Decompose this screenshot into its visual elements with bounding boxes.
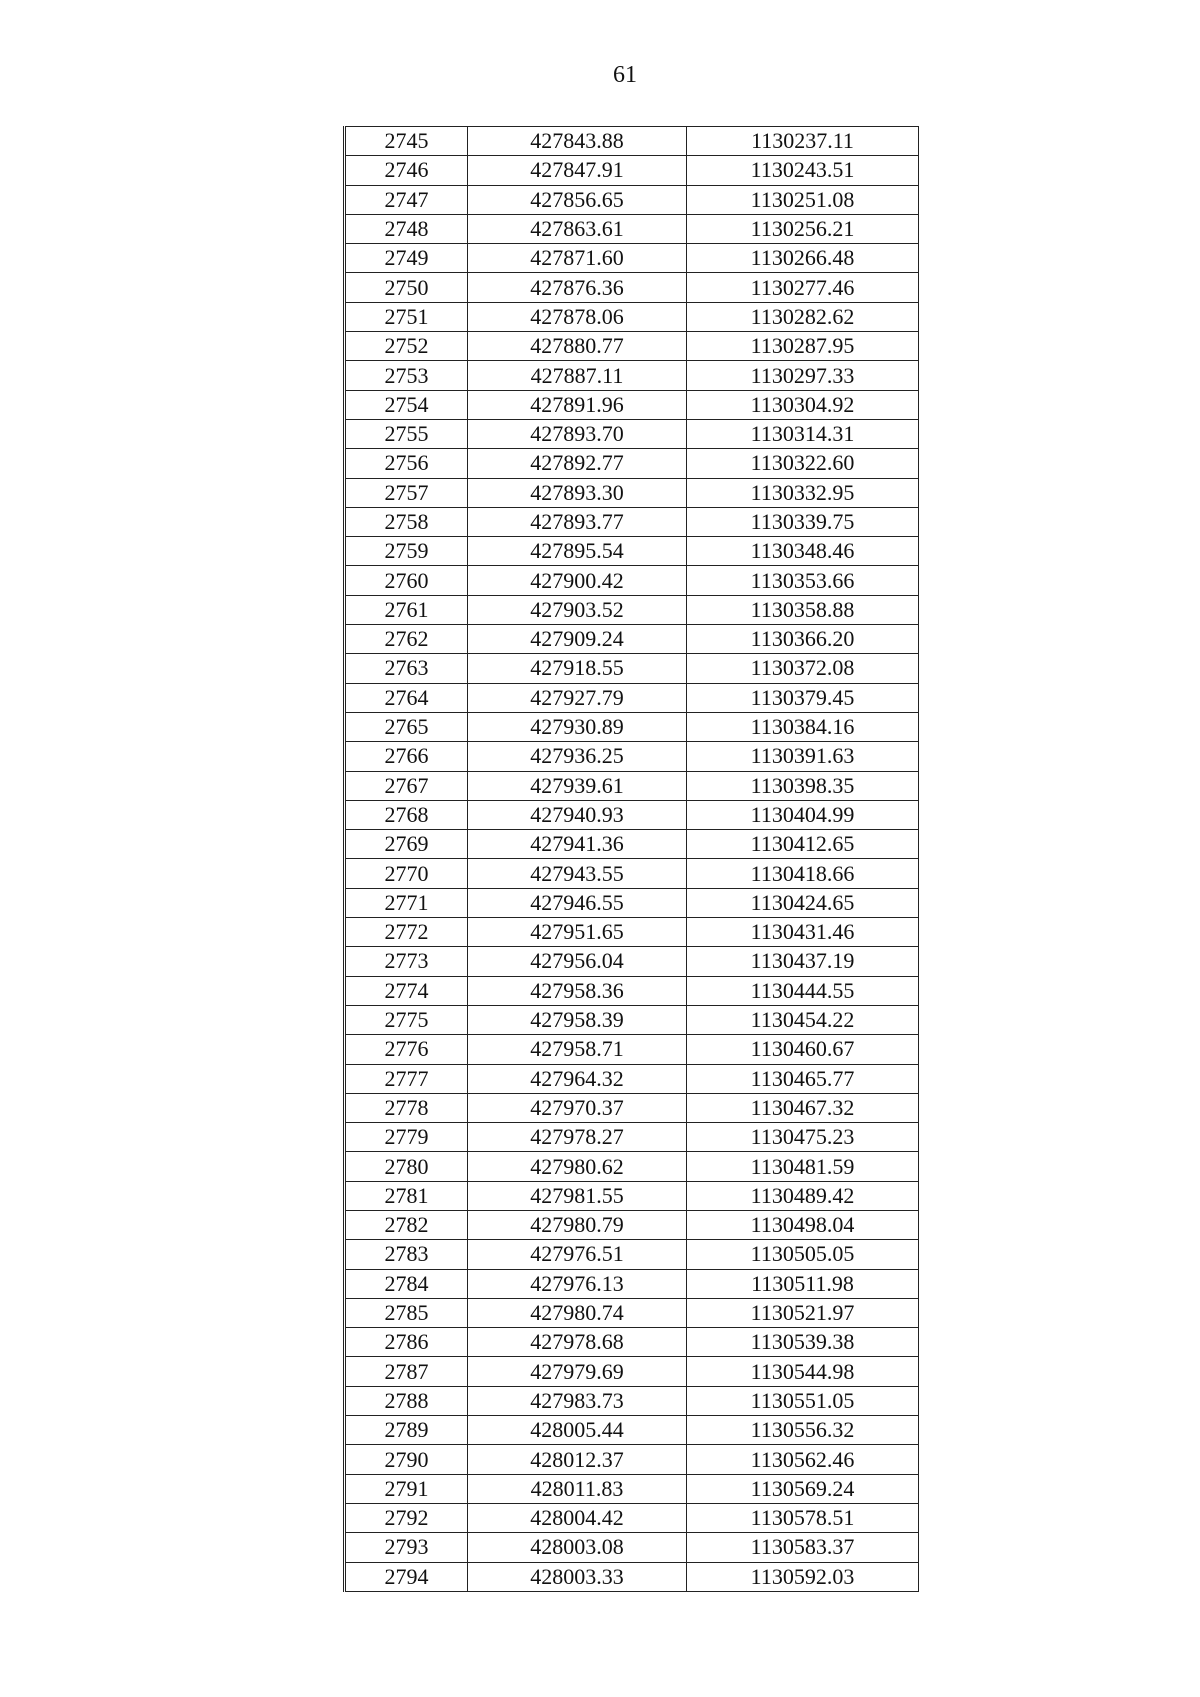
y-coordinate-cell: 1130304.92	[687, 390, 919, 419]
point-number-cell: 2750	[345, 273, 468, 302]
y-coordinate-cell: 1130372.08	[687, 654, 919, 683]
table-row	[345, 1328, 919, 1357]
point-number-cell: 2794	[345, 1562, 468, 1591]
table-row	[345, 273, 919, 302]
y-coordinate-cell: 1130266.48	[687, 244, 919, 273]
y-coordinate-cell: 1130454.22	[687, 1005, 919, 1034]
x-coordinate-cell: 427927.79	[468, 683, 687, 712]
y-coordinate-cell: 1130444.55	[687, 976, 919, 1005]
point-number-cell: 2747	[345, 185, 468, 214]
point-number-cell: 2776	[345, 1035, 468, 1064]
y-coordinate-cell: 1130437.19	[687, 947, 919, 976]
x-coordinate-cell: 427863.61	[468, 214, 687, 243]
x-coordinate-cell: 427943.55	[468, 859, 687, 888]
point-number-cell: 2782	[345, 1210, 468, 1239]
x-coordinate-cell: 427936.25	[468, 742, 687, 771]
table-row	[345, 1562, 919, 1591]
table-row	[345, 712, 919, 741]
x-coordinate-cell: 427909.24	[468, 625, 687, 654]
point-number-cell: 2771	[345, 888, 468, 917]
point-number-cell: 2777	[345, 1064, 468, 1093]
point-number-cell: 2746	[345, 156, 468, 185]
table-row	[345, 947, 919, 976]
y-coordinate-cell: 1130551.05	[687, 1386, 919, 1415]
table-row	[345, 185, 919, 214]
point-number-cell: 2755	[345, 419, 468, 448]
x-coordinate-cell: 427978.27	[468, 1123, 687, 1152]
table-row	[345, 537, 919, 566]
y-coordinate-cell: 1130339.75	[687, 507, 919, 536]
point-number-cell: 2775	[345, 1005, 468, 1034]
x-coordinate-cell: 427939.61	[468, 771, 687, 800]
point-number-cell: 2749	[345, 244, 468, 273]
y-coordinate-cell: 1130489.42	[687, 1181, 919, 1210]
x-coordinate-cell: 427856.65	[468, 185, 687, 214]
y-coordinate-cell: 1130332.95	[687, 478, 919, 507]
x-coordinate-cell: 427956.04	[468, 947, 687, 976]
x-coordinate-cell: 427887.11	[468, 361, 687, 390]
table-row	[345, 214, 919, 243]
y-coordinate-cell: 1130521.97	[687, 1298, 919, 1327]
point-number-cell: 2779	[345, 1123, 468, 1152]
point-number-cell: 2762	[345, 625, 468, 654]
y-coordinate-cell: 1130562.46	[687, 1445, 919, 1474]
x-coordinate-cell: 427958.36	[468, 976, 687, 1005]
table-row	[345, 1357, 919, 1386]
x-coordinate-cell: 428011.83	[468, 1474, 687, 1503]
table-row	[345, 1181, 919, 1210]
y-coordinate-cell: 1130412.65	[687, 830, 919, 859]
x-coordinate-cell: 427903.52	[468, 595, 687, 624]
y-coordinate-cell: 1130556.32	[687, 1416, 919, 1445]
table-row	[345, 1005, 919, 1034]
table-row	[345, 771, 919, 800]
point-number-cell: 2778	[345, 1093, 468, 1122]
y-coordinate-cell: 1130569.24	[687, 1474, 919, 1503]
point-number-cell: 2767	[345, 771, 468, 800]
table-row	[345, 683, 919, 712]
x-coordinate-cell: 427930.89	[468, 712, 687, 741]
x-coordinate-cell: 427893.77	[468, 507, 687, 536]
point-number-cell: 2792	[345, 1503, 468, 1532]
y-coordinate-cell: 1130251.08	[687, 185, 919, 214]
y-coordinate-cell: 1130322.60	[687, 449, 919, 478]
y-coordinate-cell: 1130348.46	[687, 537, 919, 566]
point-number-cell: 2784	[345, 1269, 468, 1298]
x-coordinate-cell: 427980.62	[468, 1152, 687, 1181]
x-coordinate-cell: 427876.36	[468, 273, 687, 302]
point-number-cell: 2774	[345, 976, 468, 1005]
table-row	[345, 1123, 919, 1152]
table-row	[345, 1533, 919, 1562]
point-number-cell: 2765	[345, 712, 468, 741]
table-row	[345, 302, 919, 331]
y-coordinate-cell: 1130539.38	[687, 1328, 919, 1357]
x-coordinate-cell: 427892.77	[468, 449, 687, 478]
table-row	[345, 1210, 919, 1239]
table-row	[345, 1386, 919, 1415]
y-coordinate-cell: 1130287.95	[687, 332, 919, 361]
table-row	[345, 654, 919, 683]
y-coordinate-cell: 1130282.62	[687, 302, 919, 331]
point-number-cell: 2753	[345, 361, 468, 390]
table-row	[345, 1503, 919, 1532]
table-row	[345, 859, 919, 888]
point-number-cell: 2745	[345, 127, 468, 156]
table-row	[345, 127, 919, 156]
table-row	[345, 976, 919, 1005]
table-row	[345, 244, 919, 273]
table-row	[345, 332, 919, 361]
point-number-cell: 2761	[345, 595, 468, 624]
point-number-cell: 2756	[345, 449, 468, 478]
x-coordinate-cell: 427964.32	[468, 1064, 687, 1093]
x-coordinate-cell: 427878.06	[468, 302, 687, 331]
point-number-cell: 2764	[345, 683, 468, 712]
point-number-cell: 2766	[345, 742, 468, 771]
y-coordinate-cell: 1130404.99	[687, 800, 919, 829]
x-coordinate-cell: 427981.55	[468, 1181, 687, 1210]
y-coordinate-cell: 1130353.66	[687, 566, 919, 595]
y-coordinate-cell: 1130256.21	[687, 214, 919, 243]
y-coordinate-cell: 1130505.05	[687, 1240, 919, 1269]
point-number-cell: 2772	[345, 918, 468, 947]
point-number-cell: 2759	[345, 537, 468, 566]
y-coordinate-cell: 1130366.20	[687, 625, 919, 654]
table-row	[345, 566, 919, 595]
point-number-cell: 2760	[345, 566, 468, 595]
point-number-cell: 2783	[345, 1240, 468, 1269]
point-number-cell: 2770	[345, 859, 468, 888]
x-coordinate-cell: 427895.54	[468, 537, 687, 566]
x-coordinate-cell: 427893.30	[468, 478, 687, 507]
y-coordinate-cell: 1130297.33	[687, 361, 919, 390]
point-number-cell: 2788	[345, 1386, 468, 1415]
x-coordinate-cell: 427847.91	[468, 156, 687, 185]
y-coordinate-cell: 1130583.37	[687, 1533, 919, 1562]
x-coordinate-cell: 428012.37	[468, 1445, 687, 1474]
x-coordinate-cell: 427871.60	[468, 244, 687, 273]
point-number-cell: 2768	[345, 800, 468, 829]
y-coordinate-cell: 1130431.46	[687, 918, 919, 947]
table-row	[345, 1416, 919, 1445]
x-coordinate-cell: 427880.77	[468, 332, 687, 361]
y-coordinate-cell: 1130498.04	[687, 1210, 919, 1239]
point-number-cell: 2787	[345, 1357, 468, 1386]
y-coordinate-cell: 1130418.66	[687, 859, 919, 888]
x-coordinate-cell: 427970.37	[468, 1093, 687, 1122]
table-row	[345, 1152, 919, 1181]
table-row	[345, 830, 919, 859]
x-coordinate-cell: 427983.73	[468, 1386, 687, 1415]
point-number-cell: 2786	[345, 1328, 468, 1357]
x-coordinate-cell: 428004.42	[468, 1503, 687, 1532]
table-row	[345, 419, 919, 448]
table-row	[345, 1445, 919, 1474]
coordinates-table-body	[345, 127, 919, 1592]
point-number-cell: 2773	[345, 947, 468, 976]
x-coordinate-cell: 427980.79	[468, 1210, 687, 1239]
table-row	[345, 478, 919, 507]
y-coordinate-cell: 1130578.51	[687, 1503, 919, 1532]
y-coordinate-cell: 1130465.77	[687, 1064, 919, 1093]
y-coordinate-cell: 1130237.11	[687, 127, 919, 156]
y-coordinate-cell: 1130424.65	[687, 888, 919, 917]
table-row	[345, 800, 919, 829]
x-coordinate-cell: 427918.55	[468, 654, 687, 683]
y-coordinate-cell: 1130314.31	[687, 419, 919, 448]
table-row	[345, 1474, 919, 1503]
x-coordinate-cell: 427978.68	[468, 1328, 687, 1357]
point-number-cell: 2769	[345, 830, 468, 859]
table-row	[345, 361, 919, 390]
point-number-cell: 2791	[345, 1474, 468, 1503]
table-row	[345, 1093, 919, 1122]
y-coordinate-cell: 1130384.16	[687, 712, 919, 741]
x-coordinate-cell: 428003.08	[468, 1533, 687, 1562]
y-coordinate-cell: 1130544.98	[687, 1357, 919, 1386]
x-coordinate-cell: 427843.88	[468, 127, 687, 156]
x-coordinate-cell: 427893.70	[468, 419, 687, 448]
y-coordinate-cell: 1130379.45	[687, 683, 919, 712]
table-row	[345, 1035, 919, 1064]
x-coordinate-cell: 427979.69	[468, 1357, 687, 1386]
table-row	[345, 888, 919, 917]
x-coordinate-cell: 427946.55	[468, 888, 687, 917]
x-coordinate-cell: 427900.42	[468, 566, 687, 595]
table-row	[345, 1269, 919, 1298]
x-coordinate-cell: 428005.44	[468, 1416, 687, 1445]
coordinates-table	[343, 126, 919, 1592]
table-row	[345, 625, 919, 654]
table-row	[345, 1298, 919, 1327]
point-number-cell: 2785	[345, 1298, 468, 1327]
table-row	[345, 390, 919, 419]
table-row	[345, 1240, 919, 1269]
x-coordinate-cell: 427940.93	[468, 800, 687, 829]
table-row	[345, 595, 919, 624]
y-coordinate-cell: 1130358.88	[687, 595, 919, 624]
y-coordinate-cell: 1130511.98	[687, 1269, 919, 1298]
point-number-cell: 2748	[345, 214, 468, 243]
y-coordinate-cell: 1130467.32	[687, 1093, 919, 1122]
x-coordinate-cell: 427976.13	[468, 1269, 687, 1298]
point-number-cell: 2757	[345, 478, 468, 507]
x-coordinate-cell: 427958.39	[468, 1005, 687, 1034]
table-row	[345, 156, 919, 185]
point-number-cell: 2789	[345, 1416, 468, 1445]
y-coordinate-cell: 1130391.63	[687, 742, 919, 771]
point-number-cell: 2780	[345, 1152, 468, 1181]
point-number-cell: 2790	[345, 1445, 468, 1474]
point-number-cell: 2793	[345, 1533, 468, 1562]
point-number-cell: 2754	[345, 390, 468, 419]
y-coordinate-cell: 1130592.03	[687, 1562, 919, 1591]
point-number-cell: 2781	[345, 1181, 468, 1210]
table-row	[345, 449, 919, 478]
x-coordinate-cell: 427958.71	[468, 1035, 687, 1064]
point-number-cell: 2758	[345, 507, 468, 536]
y-coordinate-cell: 1130481.59	[687, 1152, 919, 1181]
x-coordinate-cell: 427941.36	[468, 830, 687, 859]
x-coordinate-cell: 427980.74	[468, 1298, 687, 1327]
point-number-cell: 2751	[345, 302, 468, 331]
x-coordinate-cell: 427891.96	[468, 390, 687, 419]
table-row	[345, 507, 919, 536]
point-number-cell: 2763	[345, 654, 468, 683]
y-coordinate-cell: 1130398.35	[687, 771, 919, 800]
y-coordinate-cell: 1130460.67	[687, 1035, 919, 1064]
y-coordinate-cell: 1130277.46	[687, 273, 919, 302]
point-number-cell: 2752	[345, 332, 468, 361]
y-coordinate-cell: 1130243.51	[687, 156, 919, 185]
page-number: 61	[613, 62, 637, 88]
y-coordinate-cell: 1130475.23	[687, 1123, 919, 1152]
x-coordinate-cell: 427976.51	[468, 1240, 687, 1269]
x-coordinate-cell: 428003.33	[468, 1562, 687, 1591]
table-row	[345, 1064, 919, 1093]
table-row	[345, 918, 919, 947]
table-row	[345, 742, 919, 771]
x-coordinate-cell: 427951.65	[468, 918, 687, 947]
